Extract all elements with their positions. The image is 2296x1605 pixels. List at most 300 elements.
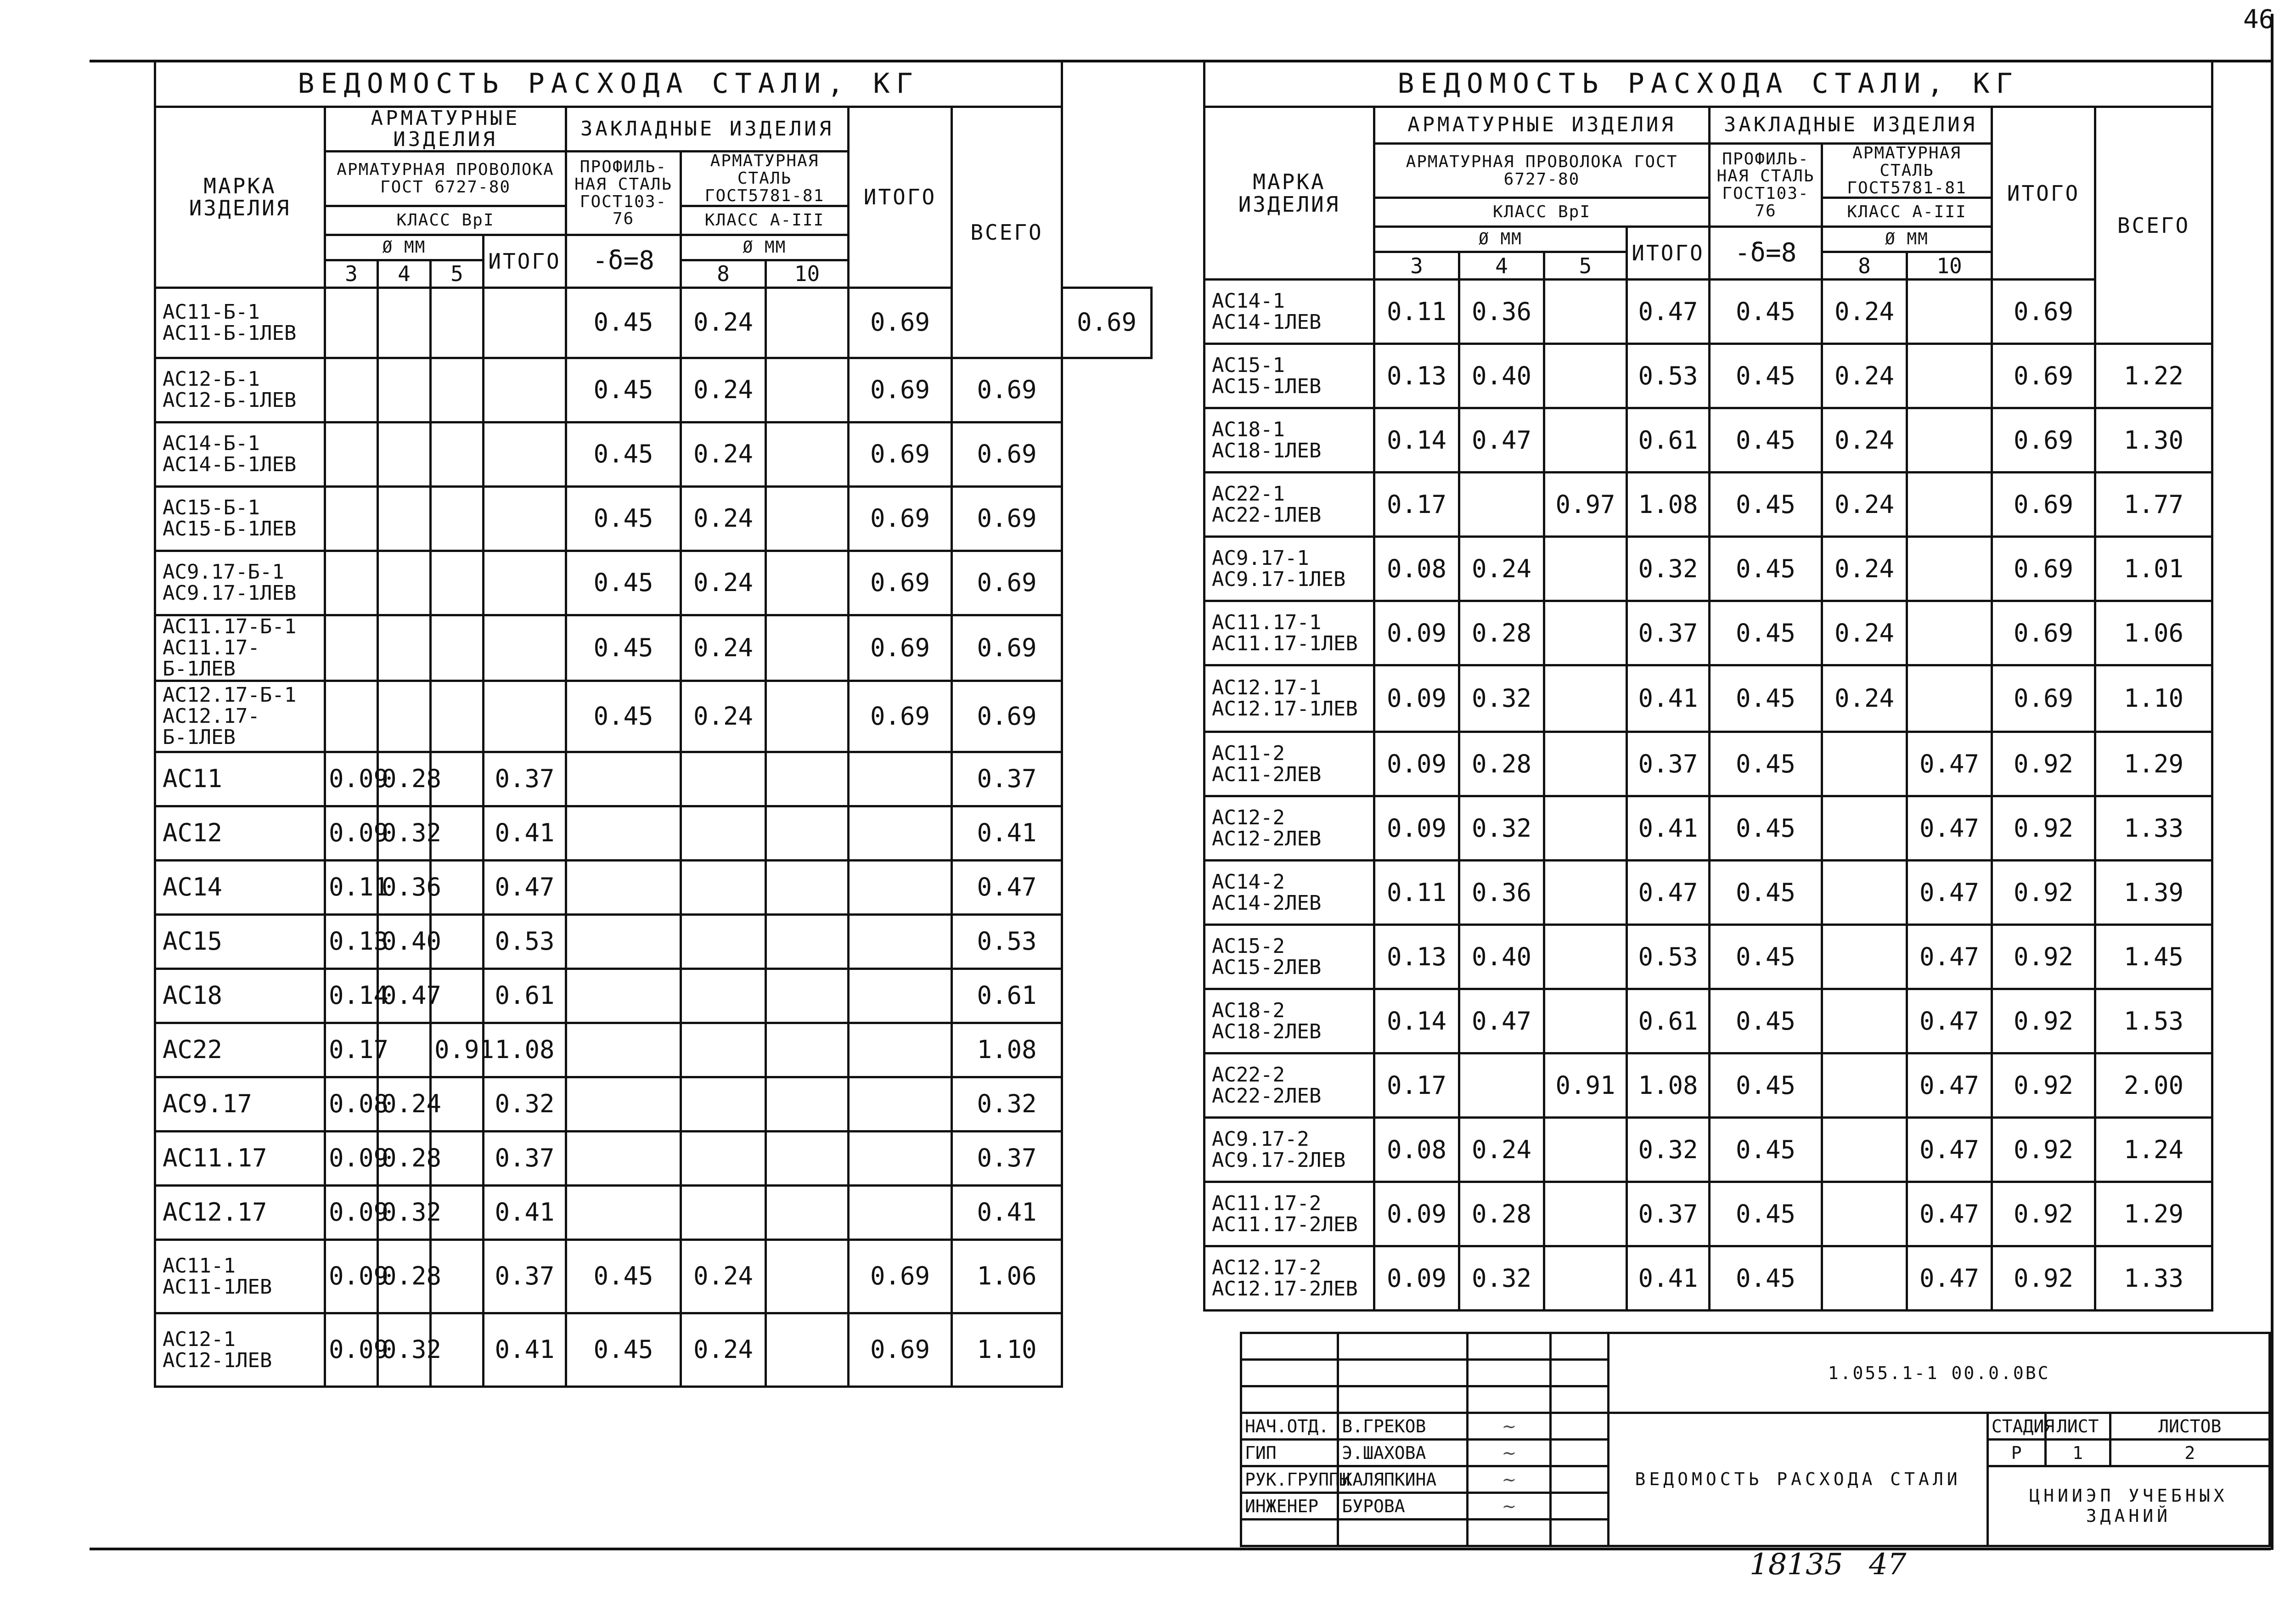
product-mark-mirrored: АС14-1ЛЕВ [1212,310,1322,334]
table-row [1204,989,2212,1053]
product-mark [155,915,325,969]
product-mark-mirrored: АС11.17-1ЛЕВ [1212,631,1358,655]
product-mark-main: АС12.17-2 [1212,1256,1322,1279]
rebar-d8-value [1822,861,1907,925]
profile-steel-value: 0.45 [1710,925,1822,989]
wire-d3-value [325,681,378,752]
product-mark-main: АС12-Б-1 [163,367,260,391]
product-mark-main: АС12.17-Б-1 [163,683,297,707]
product-mark [155,1077,325,1132]
table-row [1204,280,2212,344]
profile-steel-value: 0.45 [566,1313,681,1387]
grand-total-value: 0.41 [952,1186,1062,1240]
grand-total-value: 1.01 [2095,537,2212,601]
role-gip: ГИП [1241,1440,1338,1466]
archive-number: 18135 [1750,1548,1843,1582]
rebar-total-value: 0.37 [484,752,566,806]
wire-d5-value [1544,1182,1627,1246]
rebar-d10-value [1907,601,1992,665]
profile-steel-value [566,1186,681,1240]
dia-3-header: 3 [1374,252,1459,280]
rebar-d8-value [1822,989,1907,1053]
rebar-d8-value [681,969,766,1023]
product-mark-main: АС11 [163,764,223,794]
sheet-frame-bottom [90,1548,2271,1550]
rebar-d8-value [1822,1118,1907,1182]
grand-total-value: 0.37 [952,1132,1062,1186]
table-row [1204,601,2212,665]
product-mark-mirrored: АС9.17-1ЛЕВ [163,581,297,605]
wire-d5-value [1544,796,1627,861]
rebar-d8-value [1822,925,1907,989]
embedded-total-value: 0.69 [1992,280,2095,344]
product-mark-main: АС14 [163,873,223,902]
wire-d4-value: 0.47 [378,969,431,1023]
rebar-products-header: АРМАТУРНЫЕ ИЗДЕЛИЯ [325,107,566,152]
profile-steel-value: 0.45 [1710,989,1822,1053]
wire-d5-value [1544,989,1627,1053]
rebar-d10-value [1907,473,1992,537]
sheet-number-note: 47 [1869,1548,1907,1582]
rebar-total-value [484,422,566,486]
grand-total-value: 1.39 [2095,861,2212,925]
profile-steel-value: 0.45 [566,551,681,615]
embedded-total-value: 0.69 [849,681,952,752]
rebar-d10-value: 0.47 [1907,989,1992,1053]
wire-d3-value: 0.13 [1374,344,1459,408]
rebar-products-header: АРМАТУРНЫЕ ИЗДЕЛИЯ [1374,107,1710,144]
product-mark [1204,1246,1374,1311]
rebar-total-header: ИТОГО [1627,227,1710,280]
table-row [155,1132,1152,1186]
wire-d5-value [1544,861,1627,925]
dia-10-header: 10 [1907,252,1992,280]
product-mark-mirrored: АС11.17-Б-1ЛЕВ [163,636,260,681]
rebar-total-value: 0.41 [484,806,566,861]
rebar-d10-value [766,969,849,1023]
rebar-d10-value: 0.47 [1907,1246,1992,1311]
dia-10-header: 10 [766,260,849,287]
document-title: ВЕДОМОСТЬ РАСХОДА СТАЛИ [1609,1413,1988,1546]
grand-total-value: 1.29 [2095,732,2212,796]
product-mark [1204,665,1374,732]
title-block [1240,1332,2271,1547]
product-mark-main: АС9.17-Б-1 [163,560,284,584]
profile-steel-value: 0.45 [566,287,681,358]
product-mark [1204,344,1374,408]
rebar-total-value: 1.08 [1627,1053,1710,1118]
product-mark [155,486,325,551]
wire-d3-value: 0.09 [1374,601,1459,665]
rebar-d8-value: 0.24 [681,358,766,422]
embedded-total-value [849,861,952,915]
rebar-total-value [484,287,566,358]
wire-d5-value [431,615,484,681]
wire-d4-value: 0.28 [378,1132,431,1186]
product-mark [155,1132,325,1186]
wire-d3-value: 0.17 [1374,1053,1459,1118]
wire-d3-value: 0.14 [1374,989,1459,1053]
embedded-total-value: 0.69 [849,486,952,551]
wire-d5-value [1544,1246,1627,1311]
table-row [155,615,1152,681]
wire-d4-value: 0.36 [378,861,431,915]
product-mark-mirrored: АС12.17-Б-1ЛЕВ [163,704,260,749]
wire-d4-value [378,486,431,551]
rebar-d8-value: 0.24 [681,287,766,358]
signature-gip: ∼ [1468,1440,1551,1466]
product-mark-mirrored: АС11-Б-1ЛЕВ [163,321,297,345]
grand-total-header: ВСЕГО [2095,107,2212,344]
rebar-d8-value [681,1132,766,1186]
wire-d3-value [325,551,378,615]
wire-d3-value [325,287,378,358]
product-mark-mirrored: АС22-1ЛЕВ [1212,503,1322,527]
grand-total-value: 0.37 [952,752,1062,806]
wire-d4-value: 0.32 [378,806,431,861]
wire-d5-value: 0.97 [1544,473,1627,537]
grand-total-value: 1.77 [2095,473,2212,537]
wire-d5-value [1544,732,1627,796]
product-mark-mirrored: АС15-2ЛЕВ [1212,955,1322,979]
thickness-header: -δ=8 [566,235,681,287]
product-mark-main: АС12 [163,818,223,848]
wire-d5-value [1544,665,1627,732]
product-mark [1204,601,1374,665]
product-mark-mirrored: АС15-1ЛЕВ [1212,374,1322,398]
product-mark-main: АС11-1 [163,1254,236,1278]
rebar-d8-value: 0.24 [1822,601,1907,665]
steel-table-right [1203,60,2213,1312]
product-mark-main: АС11.17-2 [1212,1191,1322,1215]
rebar-d8-value [1822,1246,1907,1311]
product-mark [155,551,325,615]
product-mark-main: АС22-1 [1212,482,1285,506]
profile-steel-value [566,1077,681,1132]
rebar-total-value [484,551,566,615]
wire-d4-value: 0.28 [378,752,431,806]
wire-d5-value [431,422,484,486]
grand-total-value: 0.69 [952,358,1062,422]
signature-group-lead: ∼ [1468,1466,1551,1493]
embedded-total-value [849,915,952,969]
rebar-d10-value [766,1077,849,1132]
rebar-total-value: 0.37 [1627,601,1710,665]
profile-steel-value: 0.45 [566,681,681,752]
profile-steel-value: 0.45 [566,422,681,486]
grand-total-value: 1.33 [2095,1246,2212,1311]
dia-4-header: 4 [378,260,431,287]
table-row [1204,1118,2212,1182]
rebar-d10-value [766,1186,849,1240]
profile-steel-value: 0.45 [1710,665,1822,732]
table-row [1204,1182,2212,1246]
wire-d4-value: 0.47 [1459,989,1544,1053]
product-mark [155,1023,325,1077]
product-mark-mirrored: АС11-2ЛЕВ [1212,762,1322,786]
rebar-total-value: 0.47 [484,861,566,915]
product-mark-mirrored: АС12-1ЛЕВ [163,1348,272,1372]
table-row [155,681,1152,752]
grand-total-value: 1.45 [2095,925,2212,989]
product-mark-mirrored: АС18-2ЛЕВ [1212,1019,1322,1043]
rebar-d10-value: 0.47 [1907,861,1992,925]
wire-d3-value: 0.09 [325,1186,378,1240]
wire-d5-value [1544,925,1627,989]
product-mark [1204,796,1374,861]
wire-d3-value: 0.11 [325,861,378,915]
rebar-total-header: ИТОГО [484,235,566,287]
wire-d3-value: 0.11 [1374,280,1459,344]
wire-d4-value [378,358,431,422]
wire-d4-value: 0.28 [1459,601,1544,665]
product-mark-mirrored: АС15-Б-1ЛЕВ [163,517,297,541]
name-engineer: БУРОВА [1338,1493,1468,1520]
wire-d4-value: 0.28 [1459,732,1544,796]
wire-d3-value: 0.13 [1374,925,1459,989]
dia-3-header: 3 [325,260,378,287]
wire-d5-value [1544,537,1627,601]
product-mark-mirrored: АС12-Б-1ЛЕВ [163,389,297,412]
name-gip: Э.ШАХОВА [1338,1440,1468,1466]
rebar-d8-value: 0.24 [681,486,766,551]
rebar-total-value: 0.41 [1627,796,1710,861]
table-row [155,752,1152,806]
wire-d5-value [1544,408,1627,473]
table-row [155,861,1152,915]
table-row [1204,925,2212,989]
rebar-d10-value [1907,537,1992,601]
product-mark [1204,280,1374,344]
product-mark-main: АС18-1 [1212,417,1285,441]
page-number: 46 [2243,5,2274,34]
table-row [155,1240,1152,1313]
product-mark-mirrored: АС11-1ЛЕВ [163,1275,272,1299]
wire-d4-value: 0.32 [1459,1246,1544,1311]
wire-d4-value: 0.24 [1459,537,1544,601]
rebar-d8-value: 0.24 [1822,280,1907,344]
rebar-total-value: 0.47 [1627,861,1710,925]
rebar-class-header: КЛАСС A-III [681,206,849,235]
table-row [1204,1246,2212,1311]
table-title: ВЕДОМОСТЬ РАСХОДА СТАЛИ, КГ [155,61,1062,107]
profile-steel-value: 0.45 [1710,473,1822,537]
wire-d4-value: 0.32 [1459,665,1544,732]
wire-d5-value [431,681,484,752]
wire-class-header: КЛАСС ВрI [325,206,566,235]
embedded-total-header: ИТОГО [1992,107,2095,280]
wire-d3-value: 0.08 [325,1077,378,1132]
signature-head-dept: ∼ [1468,1413,1551,1440]
table-row [155,915,1152,969]
wire-d3-value: 0.09 [325,806,378,861]
wire-d3-value: 0.09 [325,1132,378,1186]
rebar-d8-value [1822,732,1907,796]
grand-total-value: 1.24 [2095,1118,2212,1182]
table-row [155,806,1152,861]
table-row [155,1313,1152,1387]
dia-8-header: 8 [1822,252,1907,280]
embedded-total-value [849,1186,952,1240]
embedded-total-value: 0.92 [1992,925,2095,989]
rebar-d10-value [766,422,849,486]
wire-d3-value: 0.09 [1374,796,1459,861]
wire-header: АРМАТУРНАЯ ПРОВОЛОКА ГОСТ 6727-80 [1374,144,1710,198]
wire-d3-value [325,422,378,486]
rebar-total-value: 0.53 [1627,925,1710,989]
grand-total-value: 1.10 [2095,665,2212,732]
product-mark [1204,408,1374,473]
grand-total-value: 1.33 [2095,796,2212,861]
profile-steel-value: 0.45 [1710,601,1822,665]
name-group-lead: КАЛЯПКИНА [1338,1466,1468,1493]
wire-d3-value: 0.17 [1374,473,1459,537]
wire-d4-value [378,681,431,752]
table-row [155,969,1152,1023]
table-row [1204,408,2212,473]
rebar-d10-value [1907,280,1992,344]
wire-d4-value: 0.32 [378,1186,431,1240]
table-row [155,1023,1152,1077]
product-mark [155,969,325,1023]
wire-d4-value [378,551,431,615]
wire-d4-value: 0.36 [1459,861,1544,925]
rebar-d10-value [766,752,849,806]
product-mark [1204,732,1374,796]
rebar-d8-value: 0.24 [1822,408,1907,473]
rebar-total-value [484,486,566,551]
product-mark [1204,925,1374,989]
product-mark-main: АС18 [163,981,223,1010]
wire-d4-value: 0.24 [1459,1118,1544,1182]
product-mark-mirrored: АС14-Б-1ЛЕВ [163,453,297,477]
profile-steel-value: 0.45 [1710,1053,1822,1118]
embedded-total-value: 0.69 [1992,537,2095,601]
product-mark-mirrored: АС22-2ЛЕВ [1212,1084,1322,1108]
product-mark-main: АС11.17-Б-1 [163,614,297,638]
rebar-total-value: 0.32 [484,1077,566,1132]
embedded-total-value: 0.69 [1992,408,2095,473]
embedded-total-value [849,806,952,861]
rebar-d8-value [681,806,766,861]
wire-d3-value: 0.09 [1374,1246,1459,1311]
table-row [1204,732,2212,796]
product-mark-main: АС15-2 [1212,934,1285,958]
wire-diameter-header: Ø ММ [325,235,484,260]
rebar-total-value: 0.32 [1627,537,1710,601]
rebar-d8-value [681,915,766,969]
embedded-total-value: 0.92 [1992,796,2095,861]
dia-5-header: 5 [431,260,484,287]
wire-d5-value [1544,344,1627,408]
product-mark [155,422,325,486]
grand-total-value: 0.53 [952,915,1062,969]
table-row [1204,344,2212,408]
wire-d4-value: 0.40 [378,915,431,969]
rebar-steel-header: АРМАТУРНАЯ СТАЛЬ ГОСТ5781-81 [1822,144,1992,198]
rebar-d10-value [766,1313,849,1387]
profile-steel-value [566,1132,681,1186]
rebar-d8-value: 0.24 [1822,665,1907,732]
embedded-total-value: 0.69 [849,615,952,681]
role-engineer: ИНЖЕНЕР [1241,1493,1338,1520]
embedded-total-value: 0.92 [1992,861,2095,925]
rebar-d8-value [681,861,766,915]
wire-d3-value [325,486,378,551]
wire-d4-value [1459,1053,1544,1118]
product-mark [1204,1053,1374,1118]
rebar-total-value: 0.47 [1627,280,1710,344]
rebar-total-value: 0.41 [484,1186,566,1240]
sheet-frame-right [2271,14,2273,1550]
dia-8-header: 8 [681,260,766,287]
grand-total-value: 1.10 [952,1313,1062,1387]
wire-d3-value: 0.14 [1374,408,1459,473]
rebar-d10-value [766,1132,849,1186]
product-mark [1204,473,1374,537]
product-mark-mirrored: АС12.17-1ЛЕВ [1212,697,1358,721]
rebar-steel-header: АРМАТУРНАЯ СТАЛЬ ГОСТ5781-81 [681,152,849,206]
profile-steel-value: 0.45 [1710,1246,1822,1311]
rebar-d8-value [681,1023,766,1077]
grand-total-value: 0.47 [952,861,1062,915]
wire-d4-value: 0.28 [1459,1182,1544,1246]
rebar-d8-value [681,752,766,806]
wire-d4-value [378,422,431,486]
wire-d3-value [325,615,378,681]
wire-d5-value [431,551,484,615]
rebar-d10-value [766,806,849,861]
embedded-total-value: 0.69 [849,422,952,486]
profile-steel-value: 0.45 [1710,732,1822,796]
wire-d4-value: 0.32 [378,1313,431,1387]
product-mark-main: АС22-2 [1212,1063,1285,1087]
grand-total-value: 0.69 [952,422,1062,486]
product-mark-main: АС11-Б-1 [163,300,260,324]
rebar-d8-value [681,1077,766,1132]
product-mark [1204,1118,1374,1182]
product-mark-main: АС11-2 [1212,741,1285,765]
profile-steel-value: 0.45 [1710,537,1822,601]
grand-total-value: 1.53 [2095,989,2212,1053]
embedded-total-value: 0.69 [849,1313,952,1387]
wire-d5-value [431,358,484,422]
embedded-total-value [849,969,952,1023]
product-mark-main: АС12-2 [1212,805,1285,829]
wire-d5-value [1544,1118,1627,1182]
wire-d4-value [378,615,431,681]
stage-value: Р [1987,1440,2045,1466]
wire-d5-value: 0.91 [1544,1053,1627,1118]
rebar-d10-value [766,615,849,681]
wire-d4-value: 0.24 [378,1077,431,1132]
rebar-total-value: 0.53 [1627,344,1710,408]
product-mark-mirrored: АС11.17-2ЛЕВ [1212,1212,1358,1236]
rebar-d8-value: 0.24 [681,1313,766,1387]
role-head-dept: НАЧ.ОТД. [1241,1413,1338,1440]
organization-name: ЦНИИЭП УЧЕБНЫХ ЗДАНИЙ [1987,1466,2269,1546]
table-row [155,422,1152,486]
rebar-d8-value: 0.24 [681,551,766,615]
wire-d4-value: 0.32 [1459,796,1544,861]
profile-steel-value [566,861,681,915]
table-row [155,486,1152,551]
product-mark-main: АС14-Б-1 [163,432,260,456]
profile-steel-value: 0.45 [1710,861,1822,925]
product-mark-main: АС15-Б-1 [163,496,260,520]
product-mark-main: АС9.17-2 [1212,1127,1309,1151]
embedded-total-value: 0.69 [849,287,952,358]
